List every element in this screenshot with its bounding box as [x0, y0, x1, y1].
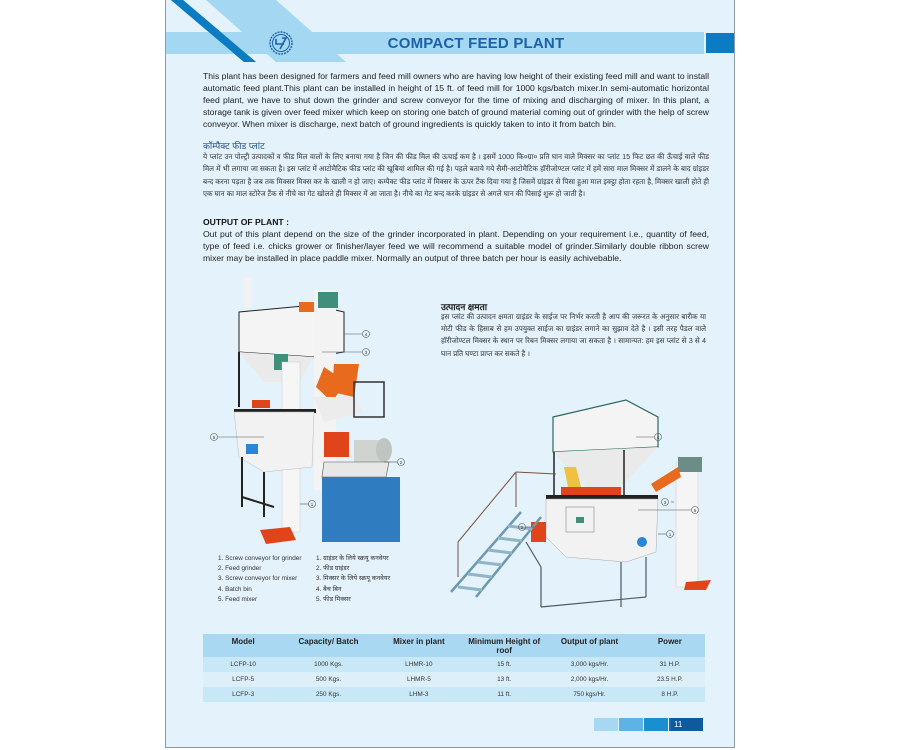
- spec-table: [203, 634, 705, 702]
- cell-output: 3,000 kgs/Hr.: [544, 657, 634, 672]
- cell-capacity: 500 Kgs.: [283, 672, 373, 687]
- legend-hindi: [316, 554, 426, 605]
- hindi-output-heading: उत्पादन क्षमता: [441, 302, 488, 312]
- plant-photo-2: [446, 392, 735, 632]
- table-header-row: [203, 634, 705, 657]
- footer-block: [644, 718, 668, 731]
- header-power: Power: [635, 634, 705, 657]
- cell-mixer: LHMR-5: [374, 672, 464, 687]
- legend-item: 2. फीड ग्राइंडर: [316, 565, 350, 573]
- legend-item: 4. बैच बिन: [316, 585, 342, 593]
- cell-min-height: 15 ft.: [464, 657, 544, 672]
- callout-5: 5: [693, 508, 697, 513]
- callout-2: 2: [520, 525, 524, 530]
- callout-5: 5: [212, 435, 216, 440]
- callout-1: 1: [668, 532, 672, 537]
- cell-power: 31 H.P.: [635, 657, 705, 672]
- callout-2: 2: [399, 460, 403, 465]
- output-heading: OUTPUT OF PLANT :: [203, 217, 289, 227]
- hindi-output-paragraph: इस प्लांट की उत्पादन क्षमता ग्राइंडर के साईज पर निर्भर करती है आप की जरूरत के अनुसार बारीक या मोटी फीड के हिसाब से हम उपयुक्त साईज का ग्राइंडर लगाने का सुझाव देते है । इसी तरह पैडल वाले हॉरीजोण्टल मिक्सर के स्थान पर रिबन मिक्सर लगाया जा सकता है । सामान्यत: हम इस प्लांट से 3 से 4 घान प्रति घण्टा प्राप्त कर सकते है ।: [441, 312, 706, 358]
- callout-4: 4: [656, 435, 660, 440]
- cell-output: 750 kgs/Hr.: [544, 687, 634, 702]
- legend-item: 1. ग्राइंडर के लिये स्क्रयू कनवेयर: [316, 555, 389, 562]
- header-capacity: Capacity/ Batch: [283, 634, 373, 657]
- output-paragraph: Out put of this plant depend on the size of the grinder incorporated in plant. Depending on your requirement i.e., quantity of feed, type of feed i.e. chicks grower or finisher/layer feed we will recommend a suitable model of grinder.Similarly double ribbon screw mixer may be installed in place paddle mixer. Normally an output of three batch per hour is easily achivebable.: [203, 229, 709, 263]
- brochure-page: [165, 0, 735, 748]
- header-model: Model: [203, 634, 283, 657]
- cell-power: 23.5 H.P.: [635, 672, 705, 687]
- legend-item: 5. Feed mixer: [218, 595, 258, 603]
- header-output: Output of plant: [544, 634, 634, 657]
- cell-model: LCFP-10: [203, 657, 283, 672]
- footer-block: [594, 718, 618, 731]
- intro-paragraph: This plant has been designed for farmers and feed mill owners who are having low height of their existing feed mill and want to install automatic feed plant.This plant can be installed in height of 15 ft. of feed mill for 1000 kgs/batch mixer.In semi-automatic horizontal feed plant, we have to shut down the grinder and screw conveyor for the time of mixing and discharging of mixer. In this plant, a storage tank is given over feed mixer which keep on storing one batch of ground material coming out of grinder with the help of screw conveyor. When mixer is discharge, next batch of ground ingredients is quickly taken to into it from batch bin.: [203, 71, 709, 129]
- title-accent-block: [706, 33, 735, 53]
- header-mixer: Mixer in plant: [374, 634, 464, 657]
- page-number: 11: [671, 718, 703, 731]
- legend-english: [218, 554, 313, 605]
- legend-item: 3. Screw conveyor for mixer: [218, 575, 298, 583]
- cell-min-height: 11 ft.: [464, 687, 544, 702]
- cell-capacity: 250 Kgs.: [283, 687, 373, 702]
- company-logo-icon: [268, 30, 294, 56]
- plant-photo-1: [204, 272, 419, 547]
- cell-min-height: 13 ft.: [464, 672, 544, 687]
- cell-mixer: LHMR-10: [374, 657, 464, 672]
- table-row: [203, 687, 705, 702]
- legend-item: 1. Screw conveyor for grinder: [218, 555, 302, 562]
- legend-item: 2. Feed grinder: [218, 565, 262, 573]
- cell-output: 2,000 kgs/Hr.: [544, 672, 634, 687]
- cell-mixer: LHM-3: [374, 687, 464, 702]
- callout-3: 3: [663, 500, 667, 505]
- legend-item: 5. फीड मिक्सर: [316, 595, 351, 603]
- cell-model: LCFP-3: [203, 687, 283, 702]
- cell-capacity: 1000 Kgs.: [283, 657, 373, 672]
- legend-item: 3. मिक्सर के लिये स्क्रयू कनवेयर: [316, 575, 391, 583]
- callout-1: 1: [310, 502, 314, 507]
- header-min-height: Minimum Height of roof: [464, 634, 544, 657]
- hindi-intro-paragraph: ये प्लांट उन पोल्ट्री उत्पादकों व फीड मिल वालों के लिए बनाया गया है जिन की फीड मिल की ऊचाई कम है । इसमें 1000 कि०ग्रा० प्रति घान वाले मिक्सर का प्लांट 15 फिट छत की ऊँचाई वाले फीड मिल में भी लगाया जा सकता है। इस प्लांट में आटोमैटिक फीड प्लांट की खूबियां शामिल की गई है। पहले बताये गये सैमी-आटोमैटिक हॉरीजोण्टल प्लांट में हमें सारा माल मिक्सर में डालने के बाद ग्रांइडर बन्द करना पड़ता है जब तक मिक्सर मिक्स कर के खाली न हो जाए। कम्पैक्ट फीड प्लांट में मिक्सर के ऊपर टैंक दिया गया है जिसमें ग्रांइडर से पिसा हुआ माल इक्ट्ठा होता रहता है, मिक्सर खाली होते ही एक घान का माल स्टोरेज टैंक से नीचे का गेट खोलते ही मिक्सर में आ जाता है। नीचे का गेट बन्द करके ग्रांइडर से अगले घान की पिसाई शुरू हो जाती है।: [203, 152, 709, 199]
- callout-3: 3: [364, 350, 368, 355]
- cell-model: LCFP-5: [203, 672, 283, 687]
- cell-power: 8 H.P.: [635, 687, 705, 702]
- callout-4: 4: [364, 332, 368, 337]
- legend-item: 4. Batch bin: [218, 585, 252, 593]
- table-row: [203, 657, 705, 672]
- footer-block: [619, 718, 643, 731]
- hindi-intro-heading: कॉम्पैक्ट फीड प्लांट: [203, 141, 265, 151]
- page-title: COMPACT FEED PLANT: [387, 35, 565, 52]
- table-row: [203, 672, 705, 687]
